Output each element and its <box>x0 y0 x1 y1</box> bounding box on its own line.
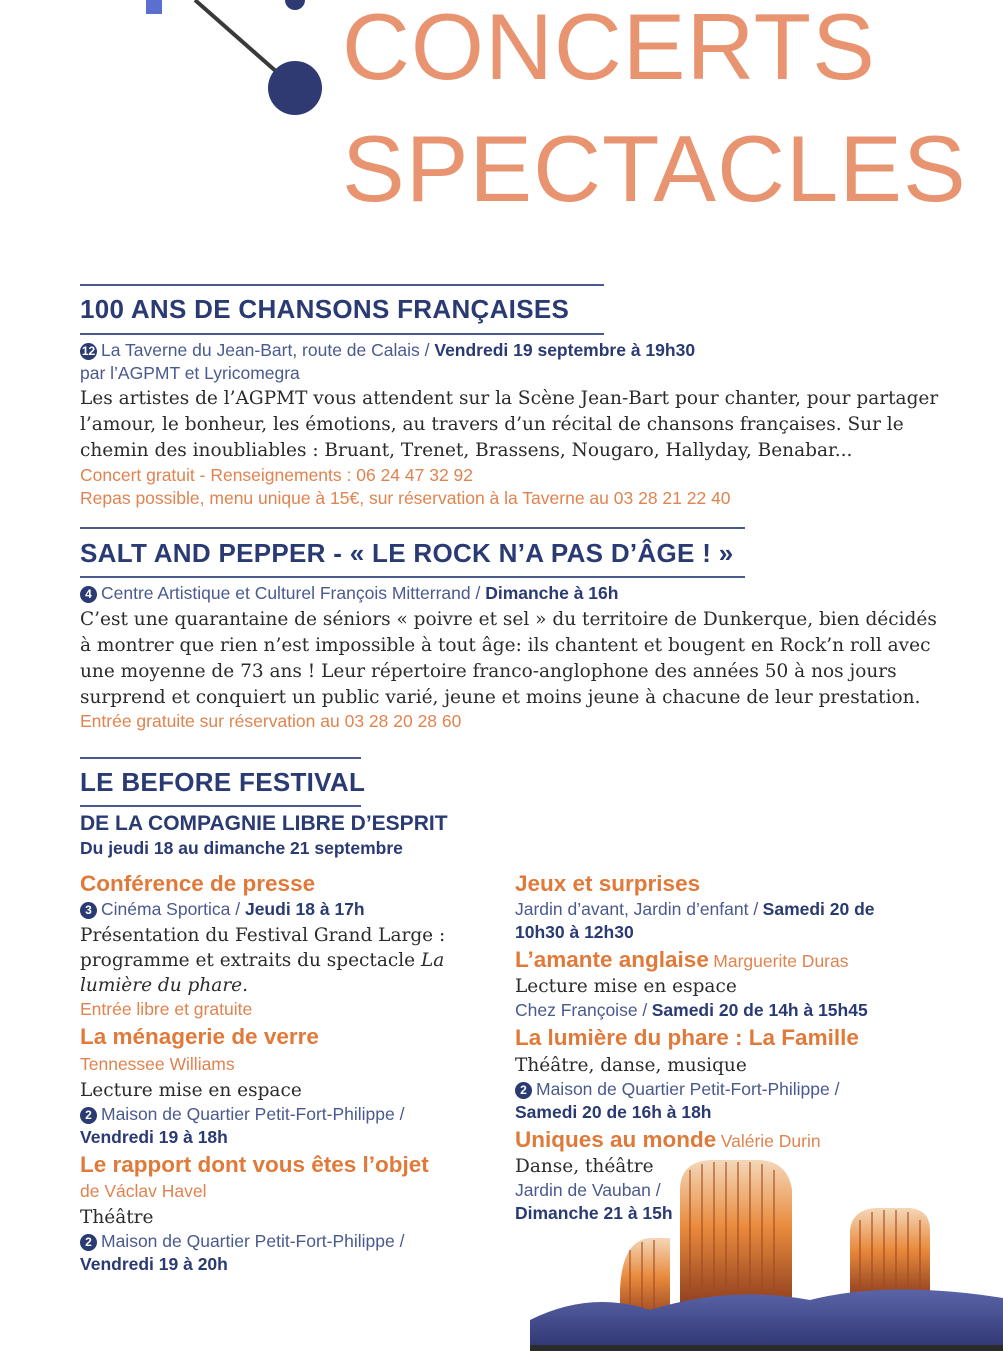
venue-location: Jardin d’avant, Jardin d’enfant / <box>515 899 759 919</box>
event-meta <box>80 1103 490 1126</box>
event-kind: Danse, théâtre <box>515 1156 654 1177</box>
description-line: à montrer que rien n’est impossible à tout âge: ils chantent et bougent en Rock’n roll avec <box>80 635 931 656</box>
event-meta <box>80 898 490 921</box>
venue-location: Chez Françoise / <box>515 1000 648 1020</box>
description-line: une moyenne de 73 ans ! Leur répertoire franco-anglophone des années 50 à nos jours <box>80 661 897 682</box>
event-title: L’amante anglaise <box>515 947 709 972</box>
event-description <box>80 386 960 464</box>
venue-location: La Taverne du Jean-Bart, route de Calais / <box>101 340 430 360</box>
venue-location: Maison de Quartier Petit-Fort-Philippe / <box>536 1079 840 1099</box>
event-date: Jeudi 18 à 17h <box>244 899 365 919</box>
section-title: SALT AND PEPPER - « LE ROCK N’A PAS D’ÂGE ! » <box>80 538 734 568</box>
venue-location: Centre Artistique et Culturel François Mitterrand / <box>101 583 481 603</box>
venue-location: Jardin de Vauban / <box>515 1180 661 1200</box>
description-text: programme et extraits du spectacle <box>80 950 416 971</box>
event-meta <box>80 339 695 362</box>
event-meta <box>515 898 945 921</box>
section-rule <box>80 333 604 335</box>
event-title: Uniques au monde <box>515 1127 717 1152</box>
event-title: Jeux et surprises <box>515 871 701 896</box>
venue-number-badge: 4 <box>80 586 97 603</box>
event-author: Marguerite Duras <box>713 951 849 971</box>
event-date: Vendredi 19 à 20h <box>80 1254 228 1274</box>
venue-number-badge: 12 <box>81 344 96 358</box>
description-line: Les artistes de l’AGPMT vous attendent sur la Scène Jean-Bart pour chanter, pour partager <box>80 388 939 409</box>
venue-number-badge: 2 <box>515 1082 532 1099</box>
event-meta <box>80 582 618 605</box>
page-title-line2: SPECTACLES <box>342 116 967 221</box>
event-description <box>80 607 960 711</box>
show-title-italic: lumière du phare. <box>80 975 249 996</box>
event-date: Dimanche 21 à 15h <box>515 1203 673 1223</box>
event-kind: Lecture mise en espace <box>515 976 737 997</box>
venue-number-badge: 2 <box>80 1107 97 1124</box>
description-line: C’est une quarantaine de séniors « poivre et sel » du territoire de Dunkerque, bien décidés <box>80 609 937 630</box>
show-title-italic: La <box>421 950 445 971</box>
event-date: Samedi 20 de 16h à 18h <box>515 1102 712 1122</box>
event-date: Vendredi 19 septembre à 19h30 <box>434 340 696 360</box>
event-date: Vendredi 19 à 18h <box>80 1127 228 1147</box>
section-rule <box>80 284 604 286</box>
event-title: Conférence de presse <box>80 871 316 896</box>
venue-location: Maison de Quartier Petit-Fort-Philippe / <box>101 1104 405 1124</box>
left-column <box>80 870 490 1276</box>
description-line: l’amour, le bonheur, les émotions, au travers d’un récital de chansons françaises. Sur le <box>80 414 904 435</box>
section-rule <box>80 805 361 807</box>
venue-location: Maison de Quartier Petit-Fort-Philippe / <box>101 1231 405 1251</box>
event-info: Entrée gratuite sur réservation au 03 28 20 28 60 <box>80 711 462 731</box>
event-meta <box>515 999 945 1022</box>
page-title-line1: CONCERTS <box>342 0 876 99</box>
description-line: surprend et conquiert un public varié, jeune et moins jeune à chacune de leur prestation. <box>80 687 921 708</box>
event-description-line <box>80 948 490 973</box>
event-date: Samedi 20 de <box>762 899 875 919</box>
venue-location: Cinéma Sportica / <box>101 899 241 919</box>
event-kind: Théâtre <box>80 1207 154 1228</box>
event-kind: Lecture mise en espace <box>80 1080 302 1101</box>
venue-number-badge: 2 <box>80 1234 97 1251</box>
event-title: La ménagerie de verre <box>80 1024 319 1049</box>
event-description-line <box>80 973 490 998</box>
event-heading <box>515 946 945 974</box>
event-author: de Václav Havel <box>80 1181 207 1201</box>
section-title: 100 ANS DE CHANSONS FRANÇAISES <box>80 294 570 324</box>
event-title: Le rapport dont vous êtes l’objet <box>80 1152 429 1177</box>
event-meta <box>80 1230 490 1253</box>
description-line: chemin des inoubliables : Bruant, Trenet, Brassens, Nougaro, Hallyday, Benabar... <box>80 440 853 461</box>
event-info: Entrée libre et gratuite <box>80 999 253 1019</box>
event-info: Concert gratuit - Renseignements : 06 24 47 32 92 <box>80 465 474 485</box>
section-rule <box>80 527 745 529</box>
event-date: Dimanche à 16h <box>485 583 619 603</box>
event-date: Samedi 20 de 14h à 15h45 <box>651 1000 868 1020</box>
event-info: Repas possible, menu unique à 15€, sur réservation à la Taverne au 03 28 21 22 40 <box>80 488 731 508</box>
section-title: LE BEFORE FESTIVAL <box>80 767 366 797</box>
event-title: La lumière du phare : La Famille <box>515 1025 859 1050</box>
molecule-decoration <box>140 0 340 130</box>
section-rule <box>80 576 745 578</box>
section-rule <box>80 757 361 759</box>
venue-number-badge: 3 <box>80 902 97 919</box>
event-organizer: par l’AGPMT et Lyricomegra <box>80 363 300 383</box>
right-column <box>515 870 945 1225</box>
section-subtitle: DE LA COMPAGNIE LIBRE D’ESPRIT <box>80 812 448 835</box>
event-description-line: Présentation du Festival Grand Large : <box>80 925 446 946</box>
event-meta <box>515 1078 945 1101</box>
event-author: Valérie Durin <box>720 1131 821 1151</box>
event-author: Tennessee Williams <box>80 1054 235 1074</box>
event-date: 10h30 à 12h30 <box>515 922 634 942</box>
section-dates: Du jeudi 18 au dimanche 21 septembre <box>80 838 403 858</box>
event-kind: Théâtre, danse, musique <box>515 1055 747 1076</box>
event-heading <box>515 1126 945 1154</box>
